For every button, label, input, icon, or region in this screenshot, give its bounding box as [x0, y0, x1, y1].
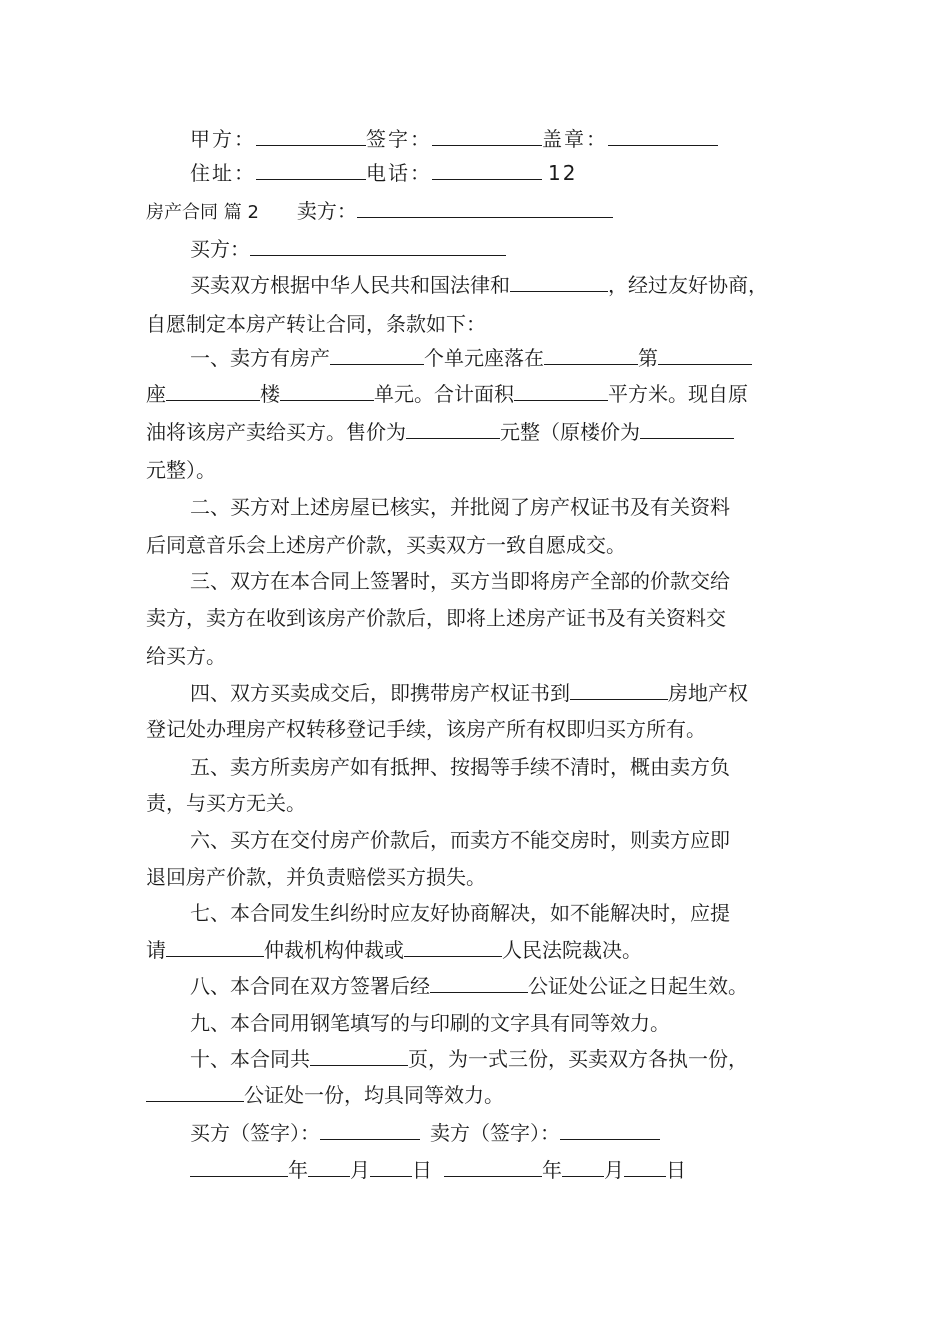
clause-5-line-1 — [190, 754, 860, 780]
intro-text-2: 自愿制定本房产转让合同，条款如下： — [146, 312, 486, 336]
clause-10-text-a: 十、本合同共 — [190, 1047, 310, 1071]
clause-1-text-j: 元整）。 — [146, 458, 216, 482]
clause-1-text-c: 第 — [638, 346, 658, 370]
intro-line-2 — [146, 311, 816, 337]
seller-signature-blank — [560, 1121, 660, 1140]
clause-2-line-1 — [190, 494, 860, 520]
clause-10-blank-2 — [146, 1083, 244, 1102]
intro-text-a: 买卖双方根据中华人民共和国法律和 — [190, 273, 510, 297]
clause-1-line-4 — [146, 457, 816, 483]
clause-7-text-b: 仲裁机构仲裁或 — [264, 938, 404, 962]
clause-4-text-2: 登记处办理房产权转移登记手续，该房产所有权即归买方所有。 — [146, 717, 706, 741]
page-number: 12 — [548, 161, 578, 185]
seller-day-label: 日 — [666, 1158, 686, 1182]
clause-1-text-i: 元整（原楼价为 — [500, 420, 640, 444]
clause-5-text-1: 五、卖方所卖房产如有抵押、按揭等手续不清时，概由卖方负 — [190, 755, 730, 779]
clause-1-text-b: 个单元座落在 — [424, 346, 544, 370]
clause-7-text-a: 请 — [146, 938, 166, 962]
seal-label: 盖章： — [542, 127, 608, 151]
clause-2-text-1: 二、买方对上述房屋已核实，并批阅了房产权证书及有关资料 — [190, 495, 730, 519]
address-label: 住址： — [190, 161, 256, 185]
clause-3-line-3 — [146, 643, 816, 669]
clause-8-text-a: 八、本合同在双方签署后经 — [190, 974, 430, 998]
header-address-line — [190, 160, 860, 186]
clause-1-blank-3 — [658, 346, 752, 365]
intro-blank — [510, 273, 608, 292]
buyer-year-blank — [190, 1158, 288, 1177]
buyer-signature-label: 买方（签字）： — [190, 1121, 320, 1145]
seller-year-label: 年 — [542, 1158, 562, 1182]
clause-6-line-1 — [190, 827, 860, 853]
seller-blank — [357, 199, 613, 218]
clause-1-blank-6 — [514, 382, 608, 401]
clause-9-text: 九、本合同用钢笔填写的与印刷的文字具有同等效力。 — [190, 1011, 670, 1035]
clause-1-text-h: 油将该房产卖给买方。售价为 — [146, 420, 406, 444]
seal-blank — [608, 127, 718, 146]
clause-7-blank-2 — [404, 938, 502, 957]
clause-1-blank-5 — [280, 382, 374, 401]
clause-2-line-2 — [146, 532, 816, 558]
clause-10-text-b: 页，为一式三份，买卖双方各执一份， — [408, 1047, 748, 1071]
clause-1-blank-8 — [640, 420, 734, 439]
clause-1-text-f: 单元。合计面积 — [374, 382, 514, 406]
buyer-signature-blank — [320, 1121, 420, 1140]
clause-3-line-2 — [146, 605, 816, 631]
clause-4-text-b: 房地产权 — [668, 681, 748, 705]
doc-title: 房产合同 篇 2 — [146, 202, 259, 223]
buyer-line — [190, 236, 860, 262]
clause-5-line-2 — [146, 790, 816, 816]
clause-3-text-3: 给买方。 — [146, 644, 226, 668]
buyer-month-blank — [308, 1158, 350, 1177]
intro-line-1 — [190, 272, 860, 298]
clause-10-text-c: 公证处一份，均具同等效力。 — [244, 1083, 504, 1107]
clause-1-text-e: 楼 — [260, 382, 280, 406]
title-line — [146, 198, 816, 226]
clause-4-blank — [570, 681, 668, 700]
clause-3-text-1: 三、双方在本合同上签署时，买方当即将房产全部的价款交给 — [190, 569, 730, 593]
clause-7-line-2 — [146, 937, 816, 963]
clause-8-blank — [430, 974, 528, 993]
clause-4-line-1 — [190, 680, 860, 706]
seller-day-blank — [624, 1158, 666, 1177]
clause-1-blank-7 — [406, 420, 500, 439]
clause-3-line-1 — [190, 568, 860, 594]
buyer-month-label: 月 — [350, 1158, 370, 1182]
seller-month-label: 月 — [604, 1158, 624, 1182]
clause-1-text-d: 座 — [146, 382, 166, 406]
intro-text-b: ，经过友好协商， — [608, 273, 768, 297]
clause-1-blank-1 — [330, 346, 424, 365]
buyer-year-label: 年 — [288, 1158, 308, 1182]
sign-blank — [432, 127, 542, 146]
clause-1-line-2 — [146, 381, 816, 407]
clause-9-line — [190, 1010, 860, 1036]
buyer-blank — [250, 237, 506, 256]
header-party-a-line — [190, 126, 860, 152]
clause-1-line-1 — [190, 345, 860, 371]
clause-7-text-1: 七、本合同发生纠纷时应友好协商解决，如不能解决时，应提 — [190, 901, 730, 925]
clause-4-line-2 — [146, 716, 816, 742]
clause-10-line-1 — [190, 1046, 860, 1072]
clause-6-text-1: 六、买方在交付房产价款后，而卖方不能交房时，则卖方应即 — [190, 828, 730, 852]
clause-1-text-g: 平方米。现自原 — [608, 382, 748, 406]
clause-8-line — [190, 973, 860, 999]
clause-7-text-c: 人民法院裁决。 — [502, 938, 642, 962]
address-blank — [256, 161, 366, 180]
clause-10-line-2 — [146, 1082, 816, 1108]
clause-2-text-2: 后同意音乐会上述房产价款，买卖双方一致自愿成交。 — [146, 533, 626, 557]
clause-1-line-3 — [146, 419, 816, 445]
seller-year-blank — [444, 1158, 542, 1177]
sign-label: 签字： — [366, 127, 432, 151]
seller-signature-label: 卖方（签字）： — [430, 1121, 560, 1145]
signature-line — [190, 1120, 860, 1146]
clause-1-text-a: 一、卖方有房产 — [190, 346, 330, 370]
clause-4-text-a: 四、双方买卖成交后，即携带房产权证书到 — [190, 681, 570, 705]
date-line — [190, 1157, 860, 1183]
phone-blank — [432, 161, 542, 180]
buyer-label: 买方： — [190, 237, 250, 261]
party-a-label: 甲方： — [190, 127, 256, 151]
party-a-blank — [256, 127, 366, 146]
clause-10-blank-1 — [310, 1047, 408, 1066]
clause-6-text-2: 退回房产价款，并负责赔偿买方损失。 — [146, 865, 486, 889]
buyer-day-label: 日 — [412, 1158, 432, 1182]
clause-8-text-b: 公证处公证之日起生效。 — [528, 974, 748, 998]
clause-1-blank-2 — [544, 346, 638, 365]
phone-label: 电话： — [366, 161, 432, 185]
clause-5-text-2: 责，与买方无关。 — [146, 791, 306, 815]
clause-3-text-2: 卖方，卖方在收到该房产价款后，即将上述房产证书及有关资料交 — [146, 606, 726, 630]
buyer-day-blank — [370, 1158, 412, 1177]
seller-label: 卖方： — [296, 199, 357, 223]
clause-7-blank-1 — [166, 938, 264, 957]
clause-6-line-2 — [146, 864, 816, 890]
seller-month-blank — [562, 1158, 604, 1177]
clause-7-line-1 — [190, 900, 860, 926]
clause-1-blank-4 — [166, 382, 260, 401]
